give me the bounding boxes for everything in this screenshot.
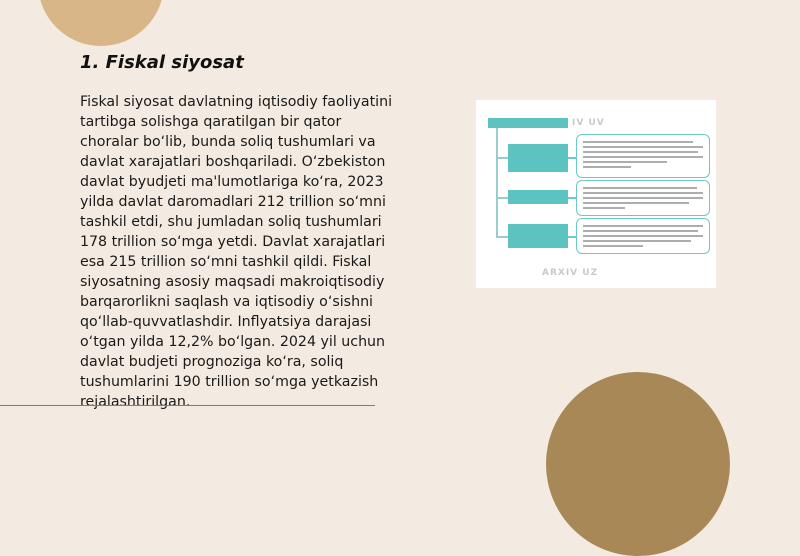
- bottom-divider-line: [0, 405, 375, 406]
- diagram-category-box: [508, 224, 568, 248]
- paragraph-line: Fiskal siyosat davlatning iqtisodiy faoliyatini: [80, 94, 393, 110]
- slide-paragraph: [80, 92, 440, 412]
- slide-title: 1. Fiskal siyosat: [80, 52, 244, 73]
- paragraph-line: yilda davlat daromadlari 212 trillion so‘mni: [80, 194, 386, 210]
- paragraph-line: 178 trillion so‘mga yetdi. Davlat xarajatlari: [80, 234, 386, 250]
- paragraph-line: choralar bo‘lib, bunda soliq tushumlari va: [80, 134, 376, 150]
- paragraph-line: tashkil etdi, shu jumladan soliq tushumlari: [80, 214, 382, 230]
- paragraph-line: siyosatning asosiy maqsadi makroiqtisodiy: [80, 274, 385, 290]
- paragraph-line: esa 215 trillion so‘mni tashkil qildi. Fiskal: [80, 254, 372, 270]
- fiscal-policy-diagram-image: [476, 100, 716, 288]
- paragraph-line: rejalashtirilgan.: [80, 394, 191, 410]
- diagram-category-box: [508, 144, 568, 172]
- paragraph-line: tushumlarini 190 trillion so‘mga yetkazish: [80, 374, 379, 390]
- diagram-watermark: ARXIV UZ: [542, 268, 599, 278]
- decorative-circle-bottom: [546, 372, 730, 556]
- paragraph-line: davlat xarajatlari boshqariladi. O‘zbekiston: [80, 154, 386, 170]
- paragraph-line: o‘tgan yilda 12,2% bo‘lgan. 2024 yil uchun: [80, 334, 386, 350]
- paragraph-line: tartibga solishga qaratilgan bir qator: [80, 114, 342, 130]
- diagram-description-box: [576, 218, 710, 254]
- paragraph-line: qo‘llab-quvvatlashdir. Inflyatsiya darajasi: [80, 314, 372, 330]
- diagram-header-box: [488, 118, 568, 128]
- diagram-description-box: [576, 180, 710, 216]
- decorative-circle-top: [38, 0, 164, 46]
- paragraph-line: davlat byudjeti ma'lumotlariga ko‘ra, 2023: [80, 174, 384, 190]
- diagram-connector: [496, 127, 498, 237]
- paragraph-line: davlat budjeti prognoziga ko‘ra, soliq: [80, 354, 344, 370]
- diagram-watermark: IV UV: [572, 118, 605, 128]
- diagram-description-box: [576, 134, 710, 178]
- diagram-category-box: [508, 190, 568, 204]
- paragraph-line: barqarorlikni saqlash va iqtisodiy o‘sishni: [80, 294, 373, 310]
